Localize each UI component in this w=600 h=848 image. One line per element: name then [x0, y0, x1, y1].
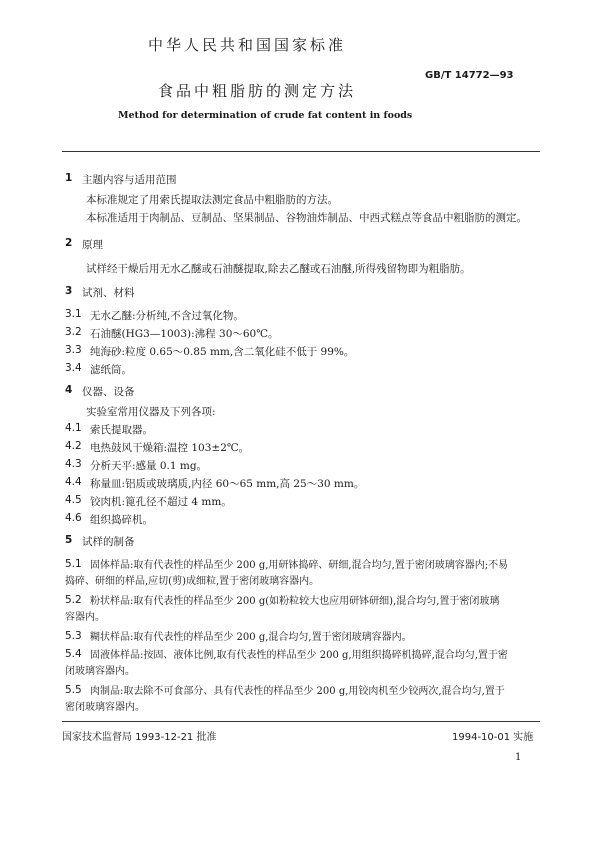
- section-3-title: 试剂、材料: [82, 287, 135, 299]
- item-4-5-text: 铰肉机:篦孔径不超过 4 mm。: [90, 496, 232, 508]
- section-2-para-1: 试样经干燥后用无水乙醚或石油醚提取,除去乙醚或石油醚,所得残留物即为粗脂肪。: [86, 263, 471, 275]
- document-title-en: Method for determination of crude fat content in foods: [118, 110, 413, 121]
- item-3-1-number: 3.1: [65, 308, 82, 320]
- section-1-number: 1: [65, 172, 73, 184]
- section-5-title: 试样的制备: [82, 536, 135, 548]
- item-4-3-text: 分析天平:感量 0.1 mg。: [90, 460, 208, 472]
- section-2-number: 2: [65, 237, 73, 249]
- item-4-5-number: 4.5: [65, 494, 82, 506]
- item-5-2-line-2: 容器内。: [65, 612, 105, 623]
- item-3-1-text: 无水乙醚:分析纯,不含过氧化物。: [90, 310, 244, 322]
- item-5-1-line-1: 固体样品:取有代表性的样品至少 200 g,用研钵捣碎、研细,混合均匀,置于密闭玻璃容器内;不易: [90, 560, 509, 571]
- header-rule: [62, 151, 540, 152]
- section-3-number: 3: [65, 285, 73, 297]
- national-standard-heading: 中华人民共和国国家标准: [148, 36, 347, 54]
- item-5-2-line-1: 粉状样品:取有代表性的样品至少 200 g(如粉粒较大也应用研钵研细),混合均匀,置于密闭玻璃: [90, 596, 500, 607]
- item-5-3-line-1: 糊状样品:取有代表性的样品至少 200 g,混合均匀,置于密闭玻璃容器内。: [90, 632, 412, 643]
- item-5-5-line-2: 密闭玻璃容器内。: [65, 702, 145, 713]
- item-3-3-text: 纯海砂:粒度 0.65～0.85 mm,含二氧化硅不低于 99%。: [90, 346, 355, 358]
- item-3-2-number: 3.2: [65, 326, 82, 338]
- item-5-3-number: 5.3: [65, 630, 82, 642]
- item-5-1-number: 5.1: [65, 558, 82, 570]
- item-5-4-line-2: 闭玻璃容器内。: [65, 666, 135, 677]
- effective-date: 1994-10-01 实施: [452, 732, 534, 743]
- item-4-3-number: 4.3: [65, 458, 82, 470]
- section-1-para-2: 本标准适用于肉制品、豆制品、坚果制品、谷物油炸制品、中西式糕点等食品中粗脂肪的测定。: [86, 212, 527, 224]
- section-1-para-1: 本标准规定了用索氏提取法测定食品中粗脂肪的方法。: [86, 194, 338, 206]
- item-3-4-text: 滤纸筒。: [90, 364, 132, 376]
- item-4-2-number: 4.2: [65, 440, 82, 452]
- item-5-5-line-1: 肉制品:取去除不可食部分、具有代表性的样品至少 200 g,用铰肉机至少铰两次,混合均匀,置于: [90, 686, 505, 697]
- item-5-5-number: 5.5: [65, 684, 82, 696]
- item-4-4-text: 称量皿:铝质或玻璃质,内径 60～65 mm,高 25～30 mm。: [90, 478, 365, 490]
- standard-code: GB/T 14772—93: [425, 70, 514, 81]
- item-4-4-number: 4.4: [65, 476, 82, 488]
- item-5-4-line-1: 固液体样品:按固、液体比例,取有代表性的样品至少 200 g,用组织捣碎机捣碎,混合均匀,置于密: [90, 650, 508, 661]
- item-3-2-text: 石油醚(HG3—1003):沸程 30～60℃。: [90, 328, 279, 340]
- item-5-2-number: 5.2: [65, 594, 82, 606]
- footer-rule: [62, 721, 540, 722]
- document-title-cn: 食品中粗脂肪的测定方法: [158, 82, 357, 100]
- item-3-4-number: 3.4: [65, 362, 82, 374]
- section-2-title: 原理: [82, 239, 103, 251]
- issue-statement: 国家技术监督局 1993-12-21 批准: [62, 732, 217, 743]
- item-3-3-number: 3.3: [65, 344, 82, 356]
- section-4-number: 4: [65, 384, 73, 396]
- section-5-number: 5: [65, 534, 73, 546]
- section-1-title: 主题内容与适用范围: [82, 174, 177, 186]
- item-4-6-text: 组织捣碎机。: [90, 514, 153, 526]
- item-5-4-number: 5.4: [65, 648, 82, 660]
- section-4-intro: 实验室常用仪器及下列各项:: [86, 406, 216, 418]
- page-number: 1: [515, 752, 522, 763]
- item-4-1-number: 4.1: [65, 422, 82, 434]
- section-4-title: 仪器、设备: [82, 386, 135, 398]
- item-4-1-text: 索氏提取器。: [90, 424, 153, 436]
- item-4-6-number: 4.6: [65, 512, 82, 524]
- item-5-1-line-2: 捣碎、研细的样品,应切(剪)成细粒,置于密闭玻璃容器内。: [65, 576, 320, 587]
- item-4-2-text: 电热鼓风干燥箱:温控 103±2℃。: [90, 442, 250, 454]
